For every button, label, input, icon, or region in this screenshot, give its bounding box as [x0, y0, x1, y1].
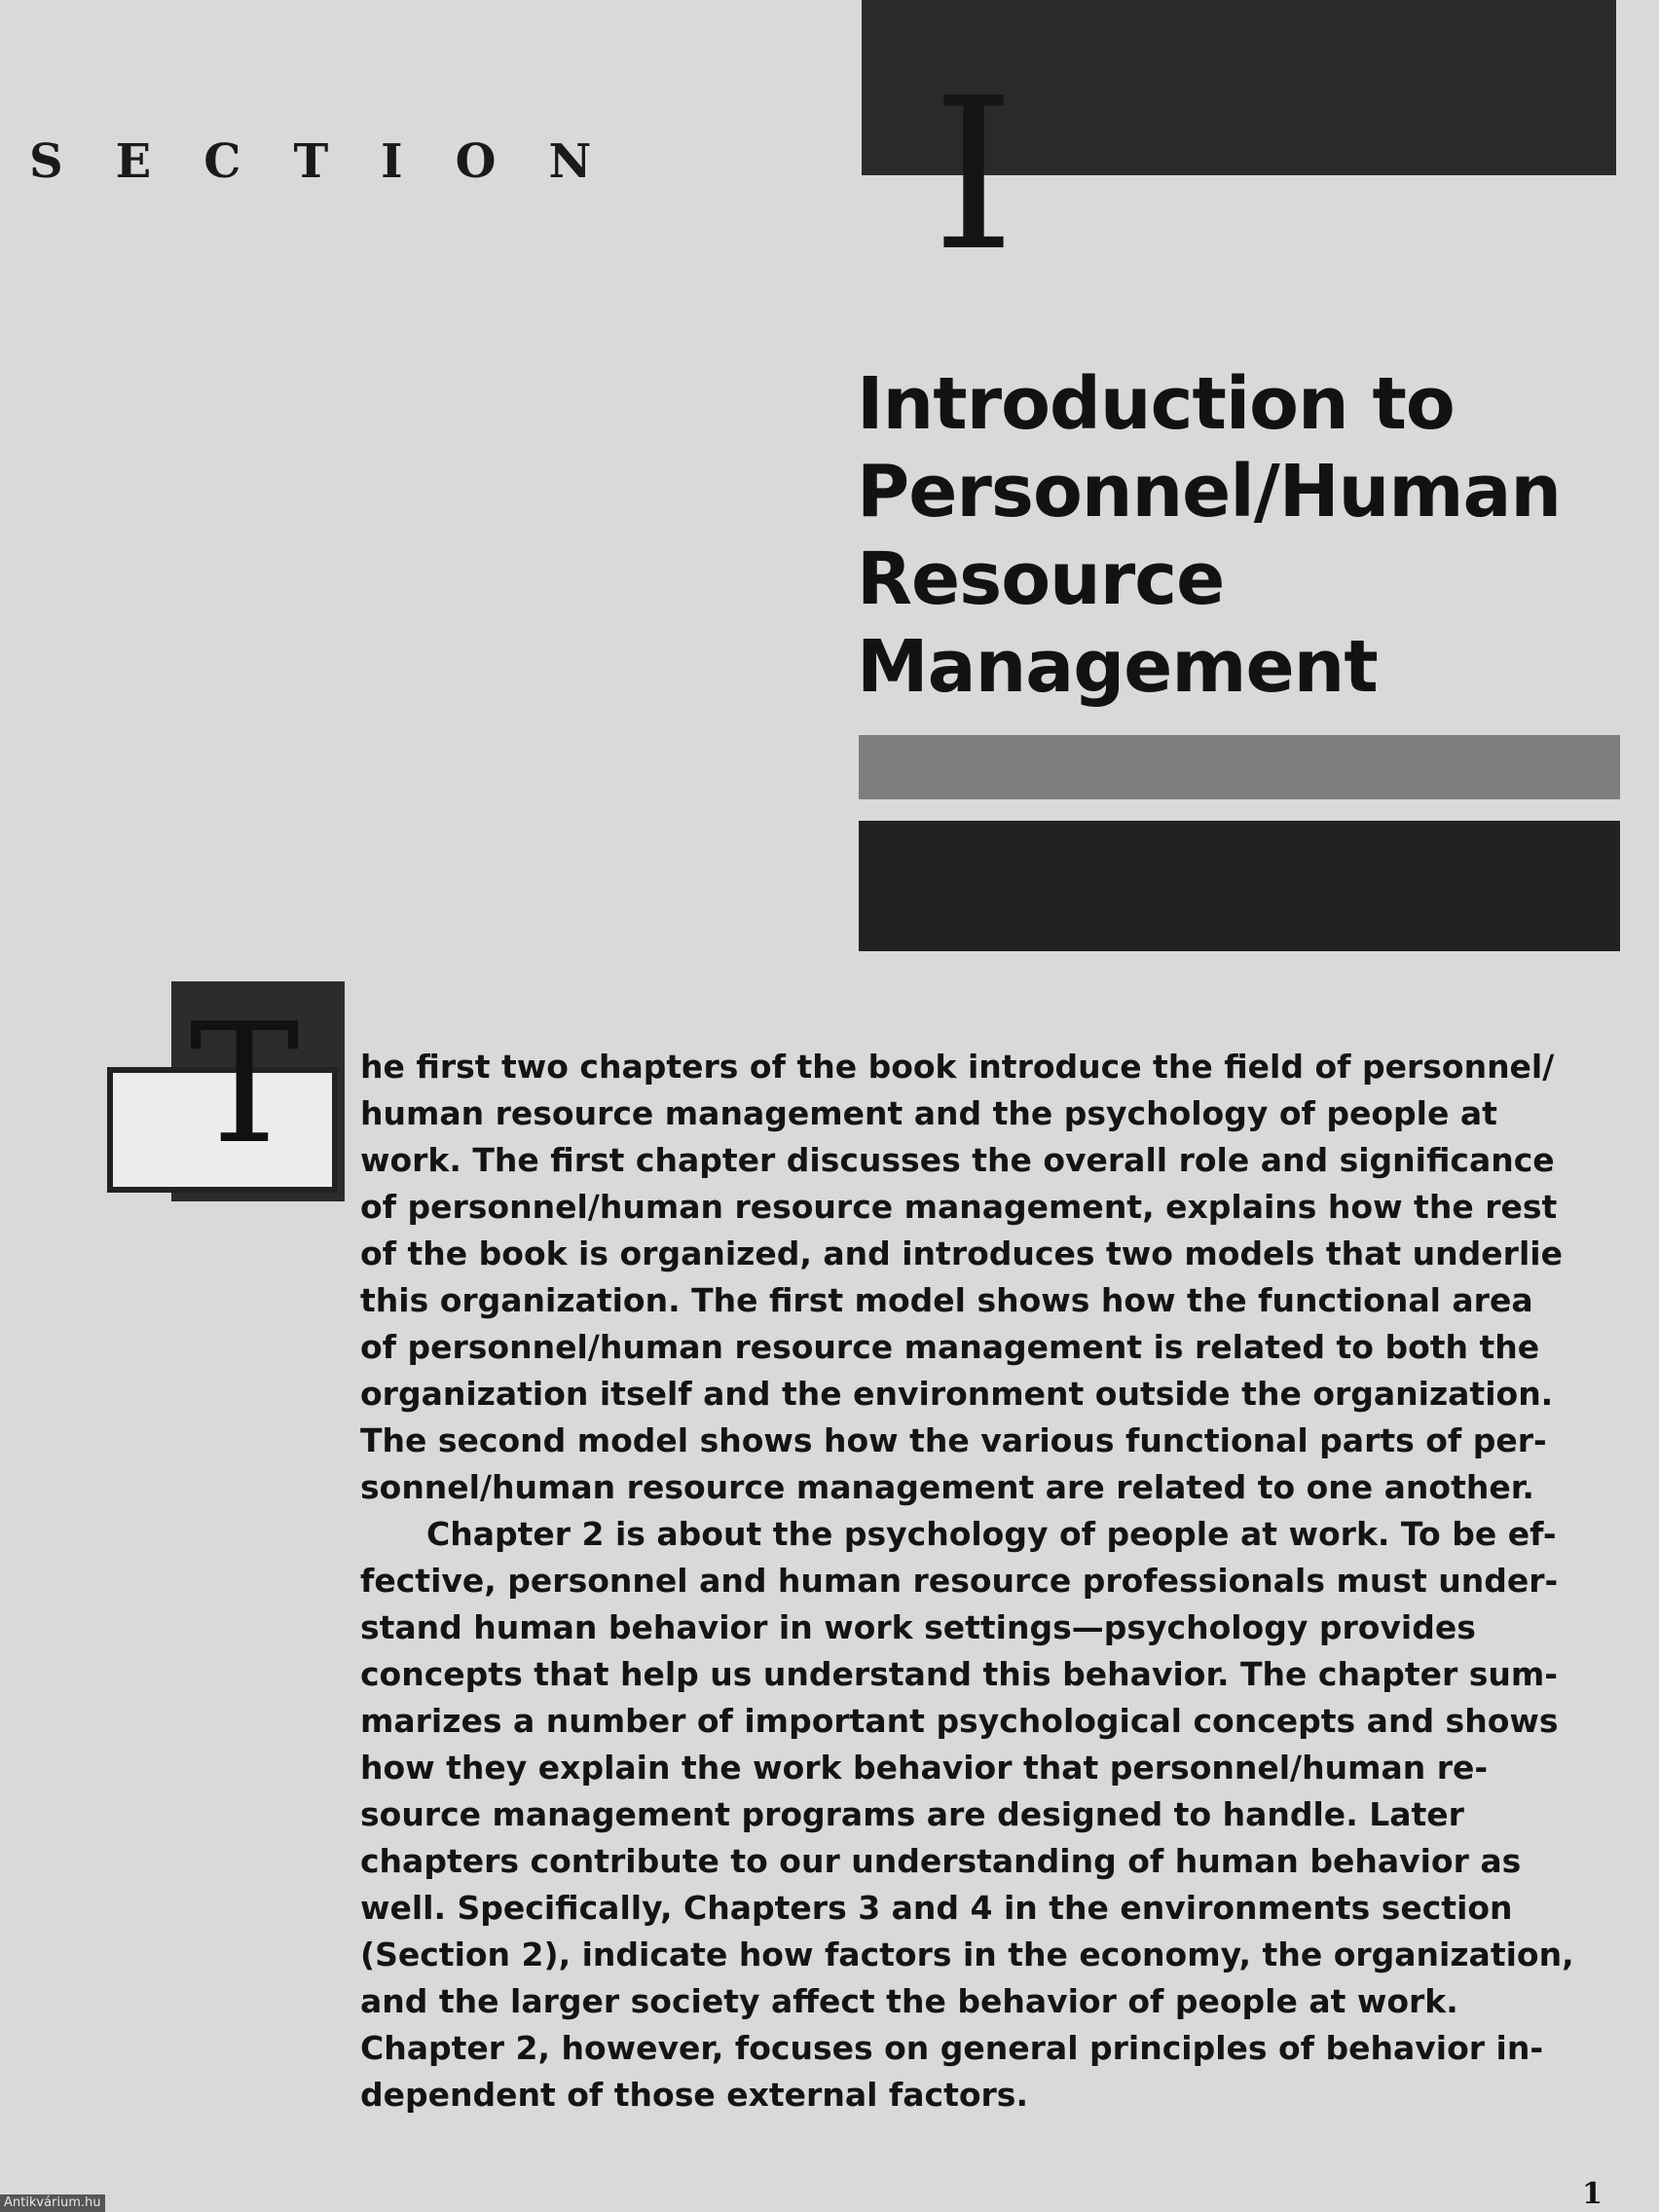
body-line: concepts that help us understand this behavior. The chapter sum-: [360, 1655, 1558, 1693]
body-line: organization itself and the environment outside the organization.: [360, 1375, 1554, 1413]
body-line: dependent of those external factors.: [360, 2076, 1028, 2114]
section-number: I: [932, 53, 1015, 297]
body-line: Chapter 2 is about the psychology of people at work. To be ef-: [426, 1515, 1557, 1553]
title-line: Resource: [857, 537, 1225, 621]
body-line: fective, personnel and human resource professionals must under-: [360, 1562, 1559, 1600]
section-title: [857, 360, 1636, 711]
body-line: The second model shows how the various functional parts of per-: [360, 1421, 1547, 1459]
body-text: [360, 1044, 1628, 2119]
title-line: Management: [857, 625, 1378, 709]
section-label: SECTION: [29, 134, 645, 189]
body-line: how they explain the work behavior that personnel/human re-: [360, 1749, 1489, 1787]
body-line: Chapter 2, however, focuses on general principles of behavior in-: [360, 2029, 1544, 2067]
drop-cap-letter: T: [189, 988, 300, 1181]
decorative-black-bar: [859, 821, 1620, 951]
body-line: of the book is organized, and introduces two models that underlie: [360, 1235, 1563, 1272]
body-line: marizes a number of important psychological concepts and shows: [360, 1702, 1559, 1740]
page-number: 1: [1582, 2177, 1603, 2211]
body-line: (Section 2), indicate how factors in the economy, the organization,: [360, 1936, 1574, 1973]
body-line: he first two chapters of the book introduce the field of personnel/: [360, 1048, 1555, 1086]
body-line: sonnel/human resource management are related to one another.: [360, 1468, 1534, 1506]
body-line: chapters contribute to our understanding of human behavior as: [360, 1842, 1522, 1880]
body-line: and the larger society affect the behavior of people at work.: [360, 1982, 1458, 2020]
body-line: of personnel/human resource management is related to both the: [360, 1328, 1540, 1366]
body-line: source management programs are designed to handle. Later: [360, 1795, 1464, 1833]
body-line: work. The first chapter discusses the overall role and significance: [360, 1141, 1555, 1179]
body-line: of personnel/human resource management, explains how the rest: [360, 1188, 1558, 1226]
body-line: human resource management and the psychology of people at: [360, 1094, 1497, 1132]
title-line: Personnel/Human: [857, 450, 1562, 534]
title-line: Introduction to: [857, 362, 1455, 446]
body-line: stand human behavior in work settings—psychology provides: [360, 1608, 1476, 1646]
body-line: this organization. The first model shows how the functional area: [360, 1281, 1533, 1319]
decorative-gray-bar: [859, 735, 1620, 799]
body-line: well. Specifically, Chapters 3 and 4 in the environments section: [360, 1889, 1513, 1927]
watermark: Antikvárium.hu: [0, 2194, 105, 2212]
